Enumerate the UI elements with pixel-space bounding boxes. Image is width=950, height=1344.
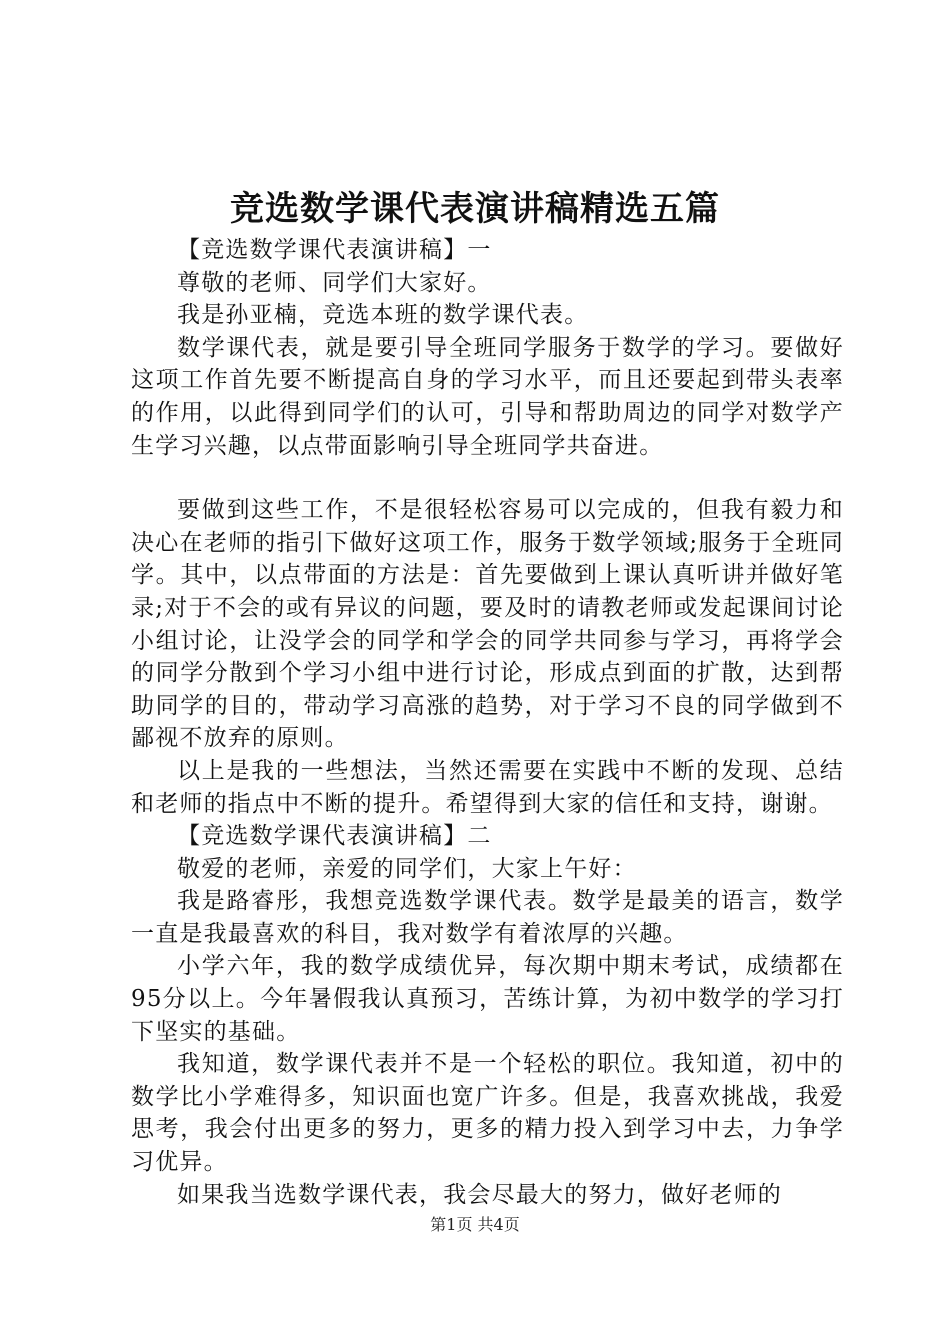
paragraph: 我是孙亚楠，竞选本班的数学课代表。 xyxy=(177,302,589,329)
paragraph: 我知道，数学课代表并不是一个轻松的职位。我知道，初中的数学比小学难得多，知识面也宽广许多。但是，我喜欢挑战，我爱思考，我会付出更多的努力，更多的精力投入到学习中去，力争学习优异。 xyxy=(131,1051,844,1176)
paragraph: 要做到这些工作，不是很轻松容易可以完成的，但我有毅力和决心在老师的指引下做好这项工作，服务于数学领域;服务于全班同学。其中，以点带面的方法是：首先要做到上课认真听讲并做好笔录;对于不会的或有异议的问题，要及时的请教老师或发起课间讨论小组讨论，让没学会的同学和学会的同学共同参与学习，再将学会的同学分散到个学习小组中进行讨论，形成点到面的扩散，达到帮助同学的目的，带动学习高涨的趋势，对于学习不良的同学做到不鄙视不放弃的原则。 xyxy=(131,497,844,752)
document-body xyxy=(131,234,844,1211)
paragraph: 我是路睿彤，我想竞选数学课代表。数学是最美的语言，数学一直是我最喜欢的科目，我对数学有着浓厚的兴趣。 xyxy=(131,888,844,947)
paragraph: 如果我当选数学课代表，我会尽最大的努力，做好老师的 xyxy=(177,1181,782,1208)
document-title: 竞选数学课代表演讲稿精选五篇 xyxy=(230,189,720,229)
paragraph: 敬爱的老师，亲爱的同学们，大家上午好： xyxy=(177,855,637,882)
paragraph: 数学课代表，就是要引导全班同学服务于数学的学习。要做好这项工作首先要不断提高自身的学习水平，而且还要起到带头表率的作用，以此得到同学们的认可，引导和帮助周边的同学对数学产生学习兴趣，以点带面影响引导全班同学共奋进。 xyxy=(131,334,844,459)
paragraph-gap xyxy=(131,462,844,494)
paragraph: 小学六年，我的数学成绩优异，每次期中期末考试，成绩都在95分以上。今年暑假我认真预习，苦练计算，为初中数学的学习打下坚实的基础。 xyxy=(131,953,844,1045)
section-heading-1: 【竞选数学课代表演讲稿】一 xyxy=(177,237,492,263)
section-heading-2: 【竞选数学课代表演讲稿】二 xyxy=(177,823,492,850)
page-footer: 第1页 共4页 xyxy=(430,1215,520,1234)
paragraph: 尊敬的老师、同学们大家好。 xyxy=(177,269,492,296)
paragraph: 以上是我的一些想法，当然还需要在实践中不断的发现、总结和老师的指点中不断的提升。希望得到大家的信任和支持，谢谢。 xyxy=(131,757,844,817)
